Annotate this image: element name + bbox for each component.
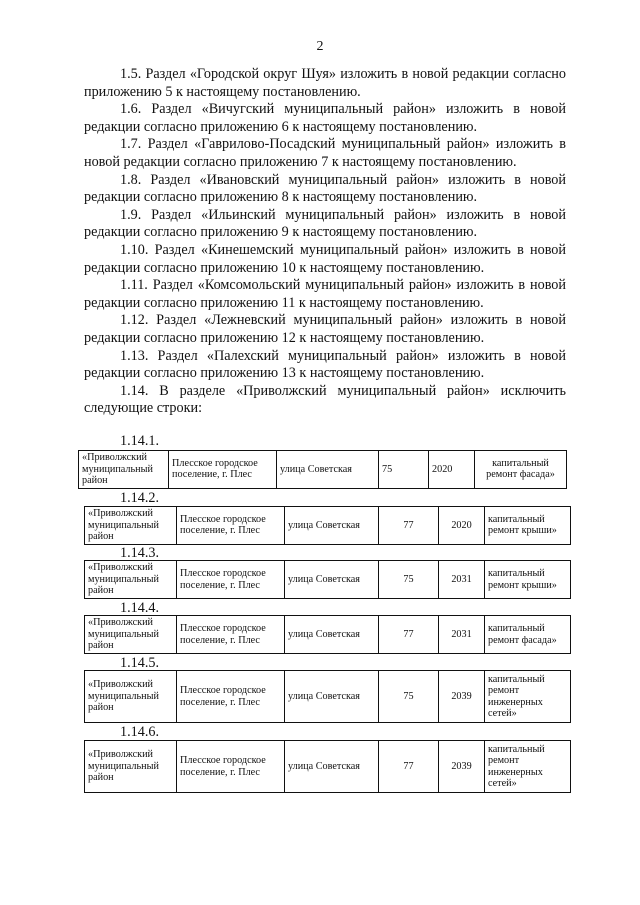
house-cell: 77: [379, 507, 439, 545]
year-cell: 2039: [439, 671, 485, 723]
subitem-number: 1.14.5.: [120, 655, 160, 671]
street-cell: улица Советская: [285, 741, 379, 793]
subitem-number: 1.14.1.: [120, 433, 160, 449]
paragraph-1-12: 1.12. Раздел «Лежневский муниципальный район» изложить в новой редакции согласно приложению 12 к настоящему постановлению.: [84, 312, 566, 346]
work-cell: капитальный ремонт крыши»: [485, 507, 571, 545]
paragraph-1-13: 1.13. Раздел «Палехский муниципальный район» изложить в новой редакции согласно приложению 13 к настоящему постановлению.: [84, 347, 566, 382]
paragraph-1-14: 1.14. В разделе «Приволжский муниципальный район» исключить следующие строки:: [84, 382, 566, 417]
district-cell: «Приволжский муниципальный район: [85, 616, 177, 654]
district-cell: «Приволжский муниципальный район: [85, 561, 177, 599]
work-cell: капитальный ремонт фасада»: [475, 451, 567, 489]
year-cell: 2031: [439, 616, 485, 654]
paragraph-1-6: 1.6. Раздел «Вичугский муниципальный район» изложить в новой редакции согласно приложению 6 к настоящему постановлению.: [84, 101, 566, 135]
work-cell: капитальный ремонт инженерных сетей»: [485, 671, 571, 723]
excluded-row-table: [84, 560, 571, 599]
document-body: [84, 66, 566, 418]
street-cell: улица Советская: [277, 451, 379, 489]
street-cell: улица Советская: [285, 507, 379, 545]
table-row: [85, 561, 571, 599]
page-number: 2: [316, 39, 324, 54]
subitem-number: 1.14.2.: [120, 490, 160, 506]
district-cell: «Приволжский муниципальный район: [85, 671, 177, 723]
paragraph-1-5: 1.5. Раздел «Городской округ Шуя» изложить в новой редакции согласно приложению 5 к настоящему постановлению.: [84, 66, 566, 100]
table-row: [79, 451, 567, 489]
house-cell: 75: [379, 451, 429, 489]
house-cell: 75: [379, 671, 439, 723]
table-row: [85, 671, 571, 723]
table-row: [85, 616, 571, 654]
district-cell: «Приволжский муниципальный район: [85, 507, 177, 545]
street-cell: улица Советская: [285, 561, 379, 599]
paragraph-1-9: 1.9. Раздел «Ильинский муниципальный район» изложить в новой редакции согласно приложению 9 к настоящему постановлению.: [84, 206, 566, 241]
subitem-number: 1.14.4.: [120, 600, 160, 616]
paragraph-1-10: 1.10. Раздел «Кинешемский муниципальный район» изложить в новой редакции согласно приложению 10 к настоящему постановлению.: [84, 241, 566, 276]
settlement-cell: Плесское городское поселение, г. Плес: [169, 451, 277, 489]
district-cell: «Приволжский муниципальный район: [79, 451, 169, 489]
work-cell: капитальный ремонт крыши»: [485, 561, 571, 599]
excluded-row-table: [84, 670, 571, 723]
table-row: [85, 507, 571, 545]
paragraph-1-8: 1.8. Раздел «Ивановский муниципальный район» изложить в новой редакции согласно приложению 8 к настоящему постановлению.: [84, 171, 566, 206]
excluded-row-table: [84, 615, 571, 654]
district-cell: «Приволжский муниципальный район: [85, 741, 177, 793]
excluded-row-table: [84, 740, 571, 793]
year-cell: 2020: [429, 451, 475, 489]
settlement-cell: Плесское городское поселение, г. Плес: [177, 741, 285, 793]
house-cell: 77: [379, 741, 439, 793]
settlement-cell: Плесское городское поселение, г. Плес: [177, 671, 285, 723]
year-cell: 2039: [439, 741, 485, 793]
excluded-row-table: [84, 506, 571, 545]
street-cell: улица Советская: [285, 616, 379, 654]
subitem-number: 1.14.3.: [120, 545, 160, 561]
work-cell: капитальный ремонт фасада»: [485, 616, 571, 654]
paragraph-1-7: 1.7. Раздел «Гаврилово-Посадский муниципальный район» изложить в новой редакции согласно приложению 7 к настоящему постановлению.: [84, 136, 566, 170]
house-cell: 77: [379, 616, 439, 654]
street-cell: улица Советская: [285, 671, 379, 723]
subitem-number: 1.14.6.: [120, 724, 160, 740]
year-cell: 2020: [439, 507, 485, 545]
settlement-cell: Плесское городское поселение, г. Плес: [177, 616, 285, 654]
settlement-cell: Плесское городское поселение, г. Плес: [177, 561, 285, 599]
table-row: [85, 741, 571, 793]
paragraph-1-11: 1.11. Раздел «Комсомольский муниципальный район» изложить в новой редакции согласно приложению 11 к настоящему постановлению.: [84, 277, 566, 311]
work-cell: капитальный ремонт инженерных сетей»: [485, 741, 571, 793]
house-cell: 75: [379, 561, 439, 599]
year-cell: 2031: [439, 561, 485, 599]
settlement-cell: Плесское городское поселение, г. Плес: [177, 507, 285, 545]
excluded-row-table: [78, 450, 567, 489]
